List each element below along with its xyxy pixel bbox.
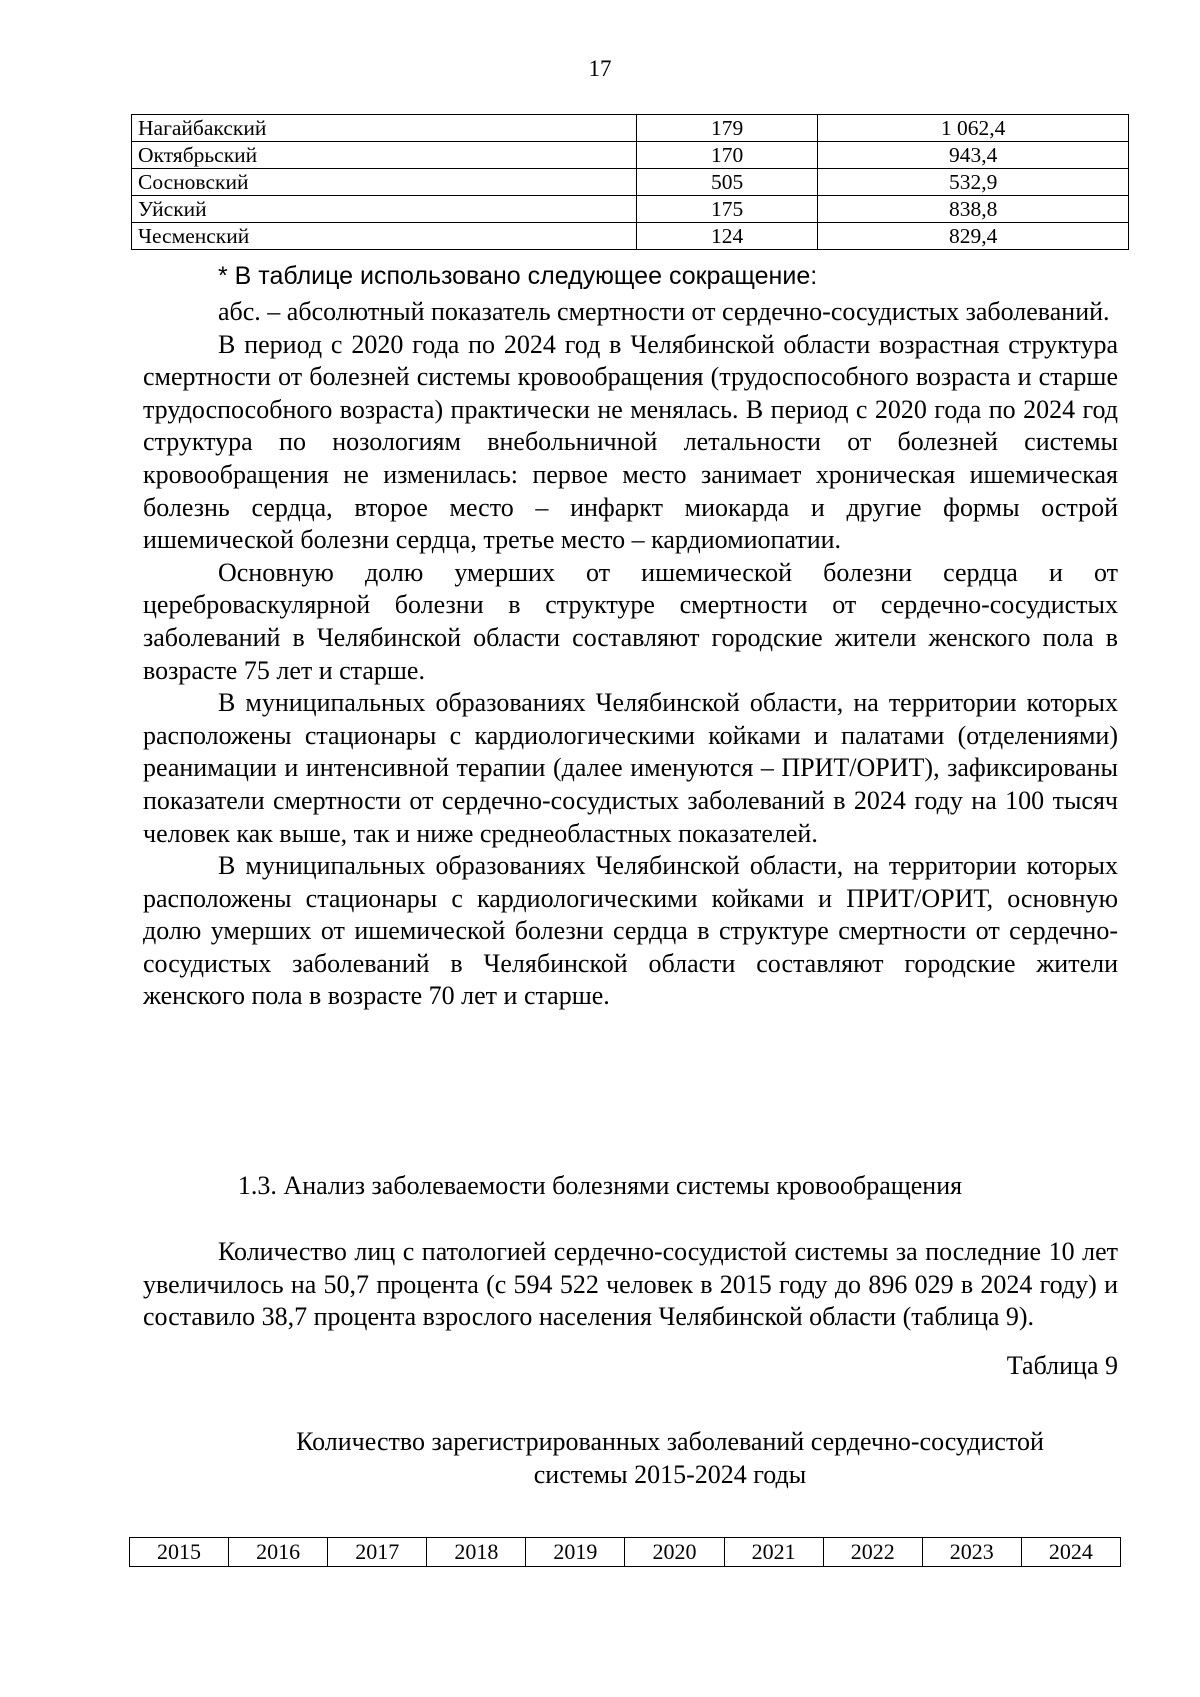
year-cell: 2020	[625, 1538, 724, 1567]
paragraph: Основную долю умерших от ишемической болезни сердца и от цереброваскулярной болезни в структуре смертности от сердечно-сосудистых заболеваний в Челябинской области составляют городские жители женского пола в возрасте 75 лет и старше.	[143, 557, 1118, 685]
abs-cell: 505	[637, 169, 818, 196]
abs-cell: 170	[637, 142, 818, 169]
paragraph: В муниципальных образованиях Челябинской области, на территории которых расположены стационары с кардиологическими койками и палатами (отделениями) реанимации и интенсивной терапии (далее именуются – ПРИТ/ОРИТ), зафиксированы показатели смертности от сердечно-сосудистых заболеваний в 2024 году на 100 тысяч человек как выше, так и ниже среднеобластных показателей.	[143, 688, 1118, 848]
page-number: 17	[588, 56, 612, 81]
footnote-title: * В таблице использовано следующее сокращение:	[218, 262, 818, 290]
table-row	[132, 223, 1129, 250]
year-cell: 2022	[823, 1538, 922, 1567]
rate-cell: 838,8	[818, 196, 1129, 223]
rate-cell: 532,9	[818, 169, 1129, 196]
rate-cell: 1 062,4	[818, 115, 1129, 142]
paragraph: В период с 2020 года по 2024 год в Челябинской области возрастная структура смертности от болезней системы кровообращения (трудоспособного возраста и старше трудоспособного возраста) практически не менялась. В период с 2020 года по 2024 год структура по нозологиям внебольничной летальности от болезней системы кровообращения не изменилась: первое место занимает хроническая ишемическая болезнь сердца, второе место – инфаркт миокарда и другие формы острой ишемической болезни сердца, третье место – кардиомиопатии.	[143, 329, 1118, 555]
year-cell: 2016	[229, 1538, 328, 1567]
table-title-line: Количество зарегистрированных заболеваний сердечно-сосудистой	[296, 1427, 1044, 1456]
table-row	[132, 115, 1129, 142]
district-cell: Октябрьский	[132, 142, 637, 169]
year-cell: 2023	[922, 1538, 1021, 1567]
district-cell: Нагайбакский	[132, 115, 637, 142]
footnote-abbreviation: абс. – абсолютный показатель смертности от сердечно-сосудистых заболеваний.	[218, 297, 1110, 326]
table-row	[132, 142, 1129, 169]
abs-cell: 179	[637, 115, 818, 142]
year-cell: 2021	[724, 1538, 823, 1567]
district-cell: Сосновский	[132, 169, 637, 196]
district-cell: Уйский	[132, 196, 637, 223]
year-cell: 2017	[328, 1538, 427, 1567]
district-cell: Чесменский	[132, 223, 637, 250]
year-cell: 2015	[130, 1538, 229, 1567]
mortality-table	[131, 114, 1129, 250]
year-cell: 2019	[526, 1538, 625, 1567]
paragraph: Количество лиц с патологией сердечно-сосудистой системы за последние 10 лет увеличилось на 50,7 процента (с 594 522 человек в 2015 году до 896 029 в 2024 году) и составило 38,7 процента взрослого населения Челябинской области (таблица 9).	[143, 1237, 1118, 1332]
section-heading: 1.3. Анализ заболеваемости болезнями системы кровообращения	[237, 1171, 963, 1200]
year-cell: 2018	[427, 1538, 526, 1567]
paragraph: В муниципальных образованиях Челябинской области, на территории которых расположены стационары с кардиологическими койками и ПРИТ/ОРИТ, основную долю умерших от ишемической болезни сердца в структуре смертности от сердечно-сосудистых заболеваний в Челябинской области составляют городские жители женского пола в возрасте 70 лет и старше.	[143, 851, 1118, 1011]
abs-cell: 124	[637, 223, 818, 250]
table-title	[200, 1425, 1140, 1491]
table-row	[130, 1538, 1121, 1567]
table-label: Таблица 9	[1006, 1351, 1118, 1380]
table-row	[132, 196, 1129, 223]
year-cell: 2024	[1021, 1538, 1120, 1567]
body-text	[143, 296, 1118, 1013]
table-row	[132, 169, 1129, 196]
rate-cell: 829,4	[818, 223, 1129, 250]
section-body	[143, 1236, 1118, 1334]
years-table	[129, 1537, 1121, 1567]
abs-cell: 175	[637, 196, 818, 223]
rate-cell: 943,4	[818, 142, 1129, 169]
table-title-line: системы 2015-2024 годы	[533, 1460, 807, 1489]
